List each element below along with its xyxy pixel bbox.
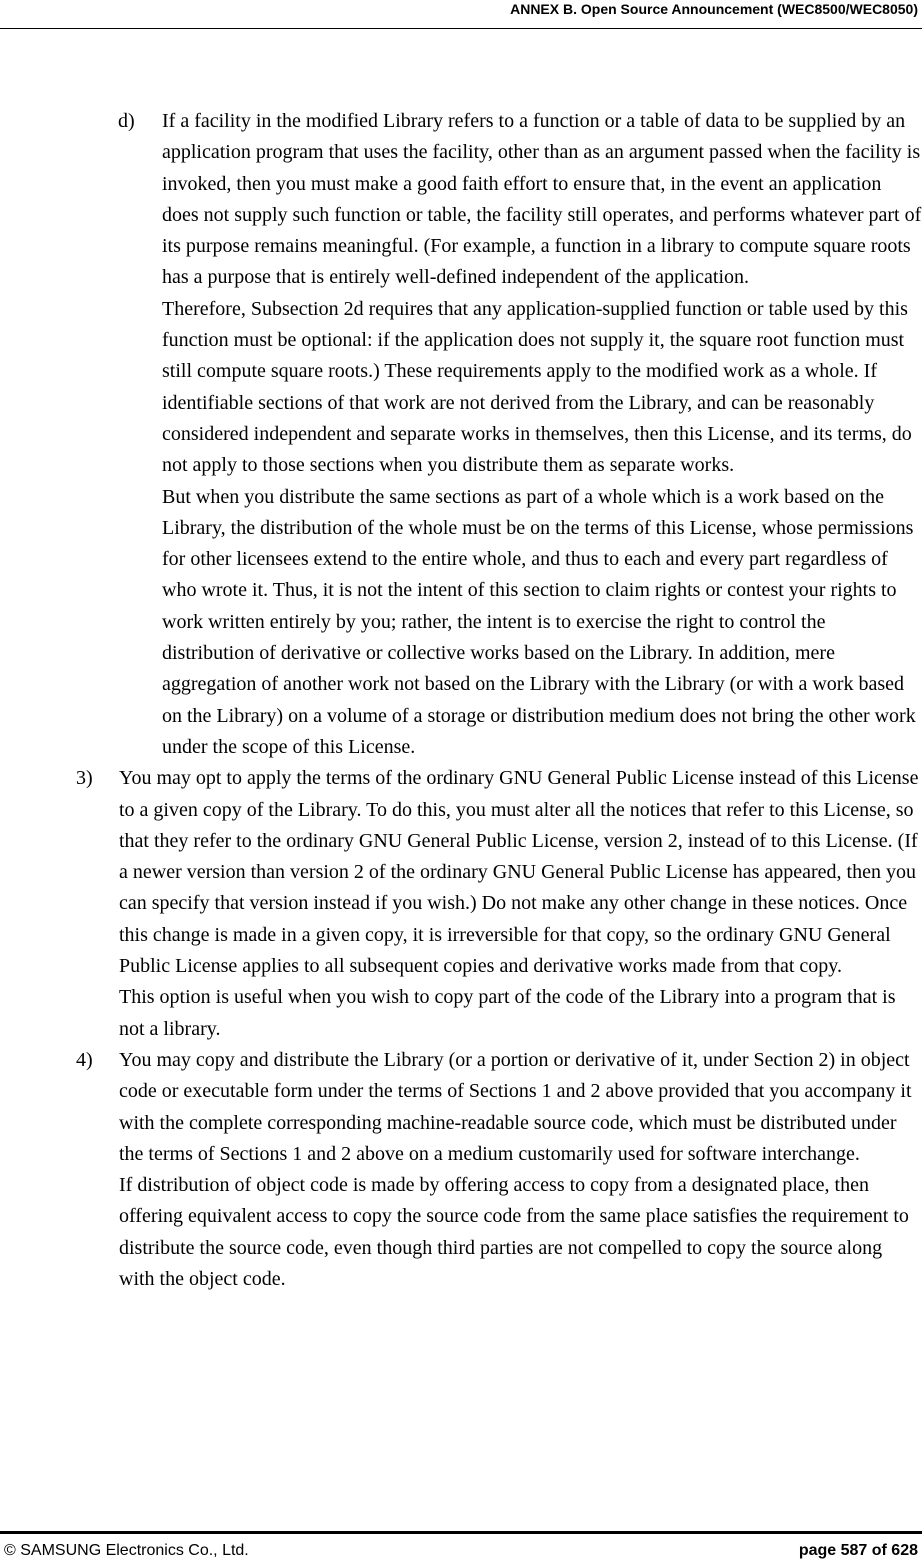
paragraph: Therefore, Subsection 2d requires that any application-supplied function or table used by this function must be optional: if the application does not supply it, the square root function must still compute square roots.) These requirements apply to the modified work as a whole. If identifiable sections of that work are not derived from the Library, and can be reasonably considered independent and separate works in themselves, then this License, and its terms, do not apply to those sections when you distribute them as separate works. xyxy=(162,297,912,477)
page-header xyxy=(0,0,922,29)
page-footer xyxy=(0,1531,922,1568)
list-item-4 xyxy=(0,1045,922,1295)
list-item-d xyxy=(0,106,922,763)
list-item-number: d) xyxy=(118,110,135,132)
list-item-number: 3) xyxy=(76,767,93,790)
paragraph: This option is useful when you wish to copy part of the code of the Library into a program that is not a library. xyxy=(119,986,896,1040)
paragraph: You may opt to apply the terms of the ordinary GNU General Public License instead of this License to a given copy of the Library. To do this, you must alter all the notices that refer to this License, so that they refer to the ordinary GNU General Public License, version 2, instead of to this License. (If a newer version than version 2 of the ordinary GNU General Public License has appeared, then you can specify that version instead if you wish.) Do not make any other change in these notices. Once this change is made in a given copy, it is irreversible for that copy, so the ordinary GNU General Public License applies to all subsequent copies and derivative works made from that copy. xyxy=(119,767,919,978)
paragraph: You may copy and distribute the Library (or a portion or derivative of it, under Section 2) in object code or executable form under the terms of Sections 1 and 2 above provided that you accompany it with the complete corresponding machine-readable source code, which must be distributed under the terms of Sections 1 and 2 above on a medium customarily used for software interchange. xyxy=(119,1048,912,1165)
page-number: page 587 of 628 xyxy=(798,1542,918,1559)
header-title: ANNEX B. Open Source Announcement (WEC8500/WEC8050) xyxy=(510,1,918,17)
list-item-3 xyxy=(0,763,922,1045)
list-item-text xyxy=(162,106,922,763)
list-item-number: 4) xyxy=(76,1048,93,1071)
paragraph: If distribution of object code is made by offering access to copy from a designated place, then offering equivalent access to copy the source code from the same place satisfies the requirement to distribute the source code, even though third parties are not compelled to copy the source along with the object code. xyxy=(119,1174,909,1290)
list-item-text xyxy=(119,1045,922,1295)
footer-copyright: © SAMSUNG Electronics Co., Ltd. xyxy=(4,1542,249,1559)
document-body xyxy=(0,106,922,1295)
list-item-text xyxy=(119,763,922,1045)
paragraph: If a facility in the modified Library refers to a function or a table of data to be supplied by an application program that uses the facility, other than as an argument passed when the facility is invoked, then you must make a good faith effort to ensure that, in the event an application does not supply such function or table, the facility still operates, and performs whatever part of its purpose remains meaningful. (For example, a function in a library to compute square roots has a purpose that is entirely well-defined independent of the application. xyxy=(162,110,922,289)
paragraph: But when you distribute the same sections as part of a whole which is a work based on the Library, the distribution of the whole must be on the terms of this License, whose permissions for other licensees extend to the entire whole, and thus to each and every part regardless of who wrote it. Thus, it is not the intent of this section to claim rights or contest your rights to work written entirely by you; rather, the intent is to exercise the right to control the distribution of derivative or collective works based on the Library. In addition, mere aggregation of another work not based on the Library with the Library (or with a work based on the Library) on a volume of a storage or distribution medium does not bring the other work under the scope of this License. xyxy=(162,485,916,758)
